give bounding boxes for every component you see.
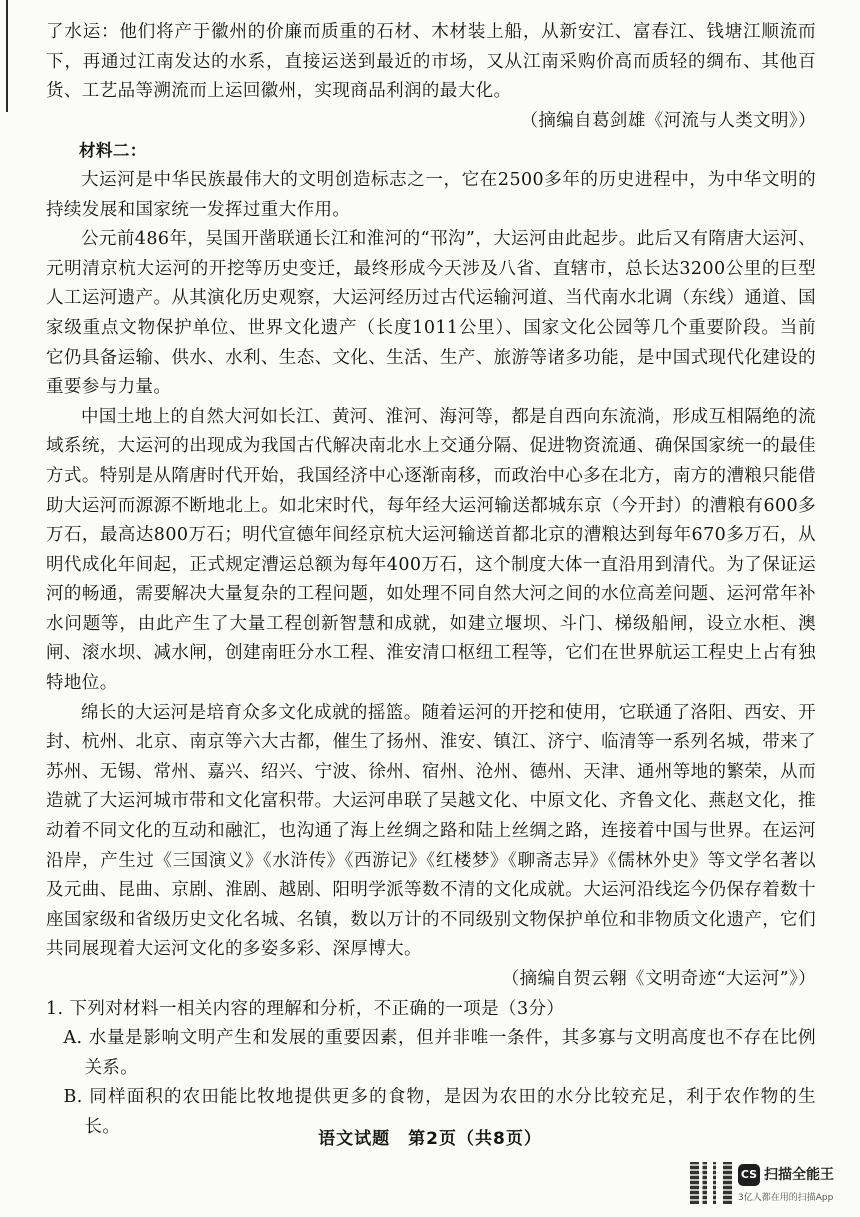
camscanner-name: 扫描全能王	[764, 1167, 834, 1183]
page-content	[46, 18, 816, 1143]
page-footer: 语文试题 第2页（共8页）	[318, 1129, 542, 1149]
paragraph-1: 大运河是中华民族最伟大的文明创造标志之一，它在2500多年的历史进程中，为中华文明的持续发展和国家统一发挥过重大作用。	[46, 169, 816, 220]
paragraph-4: 绵长的大运河是培育众多文化成就的摇篮。随着运河的开挖和使用，它联通了洛阳、西安、开封、杭州、北京、南京等六大古都，催生了扬州、淮安、镇江、济宁、临清等一系列名城，带来了苏州、无锡、常州、嘉兴、绍兴、宁波、徐州、宿州、沧州、德州、天津、通州等地的繁荣，从而造就了大运河城市带和文化富积带。大运河串联了吴越文化、中原文化、齐鲁文化、燕赵文化，推动着不同文化的互动和融汇，也沟通了海上丝绸之路和陆上丝绸之路，连接着中国与世界。在运河沿岸，产生过《三国演义》《水浒传》《西游记》《红楼梦》《聊斋志异》《儒林外史》等文学名著以及元曲、昆曲、京剧、淮剧、越剧、阳明学派等数不清的文化成就。大运河沿线迄今仍保存着数十座国家级和省级历史文化名城、名镇，数以万计的不同级别文物保护单位和非物质文化遗产，它们共同展现着大运河文化的多姿多彩、深厚博大。	[46, 702, 816, 960]
camscanner-tagline: 3亿人都在用的扫描App	[738, 1193, 834, 1203]
qr-code-icon	[690, 1162, 732, 1204]
source-citation-2: （摘编自贺云翱《文明奇迹“大运河”》）	[501, 969, 816, 989]
source-citation-1: （摘编自葛剑雄《河流与人类文明》）	[520, 110, 816, 131]
paragraph-3: 中国土地上的自然大河如长江、黄河、淮河、海河等，都是自西向东流淌，形成互相隔绝的流域系统，大运河的出现成为我国古代解决南北水上交通分隔、促进物资流通、确保国家统一的最佳方式。特别是从隋唐时代开始，我国经济中心逐渐南移，而政治中心多在北方，南方的漕粮只能借助大运河而源源不断地北上。如北宋时代，每年经大运河输送都城东京（今开封）的漕粮有600多万石，最高达800万石；明代宣德年间经京杭大运河输送首都北京的漕粮达到每年670多万石，从明代成化年间起，正式规定漕运总额为每年400万石，这个制度大体一直沿用到清代。为了保证运河的畅通，需要解决大量复杂的工程问题，如处理不同自然大河之间的水位高差问题、运河常年补水问题等，由此产生了大量工程创新智慧和成就，如建立堰坝、斗门、梯级船闸，设立水柜、澳闸、滚水坝、减水闸，创建南旺分水工程、淮安清口枢纽工程等，它们在世界航运工程史上占有独特地位。	[46, 406, 816, 694]
scanner-watermark	[690, 1162, 850, 1212]
camscanner-logo-icon: CS	[738, 1164, 760, 1186]
option-a: A. 水量是影响文明产生和发展的重要因素，但并非唯一条件，其多寡与文明高度也不存在比例关系。	[63, 1028, 816, 1078]
question-1: 1. 下列对材料一相关内容的理解和分析，不正确的一项是（3分）	[46, 998, 565, 1019]
option-b: B. 同样面积的农田能比牧地提供更多的食物，是因为农田的水分比较充足，利于农作物的生长。	[63, 1087, 816, 1137]
page-edge-line	[6, 0, 8, 112]
paragraph-2: 公元前486年，吴国开凿联通长江和淮河的“邗沟”，大运河由此起步。此后又有隋唐大运河、元明清京杭大运河的开挖等历史变迁，最终形成今天涉及八省、直辖市，总长达3200公里的巨型人工运河遗产。从其演化历史观察，大运河经历过古代运输河道、当代南水北调（东线）通道、国家级重点文物保护单位、世界文化遗产（长度1011公里）、国家文化公园等几个重要阶段。当前它仍具备运输、供水、水利、生态、文化、生活、生产、旅游等诸多功能，是中国式现代化建设的重要参与力量。	[46, 229, 816, 398]
top-paragraph: 了水运：他们将产于徽州的价廉而质重的石材、木材装上船，从新安江、富春江、钱塘江顺流而下，再通过江南发达的水系，直接运送到最近的市场，又从江南采购价高而质轻的绸布、其他百货、工艺品等溯流而上运回徽州，实现商品利润的最大化。	[46, 22, 816, 102]
material-2-heading: 材料二：	[79, 141, 147, 161]
